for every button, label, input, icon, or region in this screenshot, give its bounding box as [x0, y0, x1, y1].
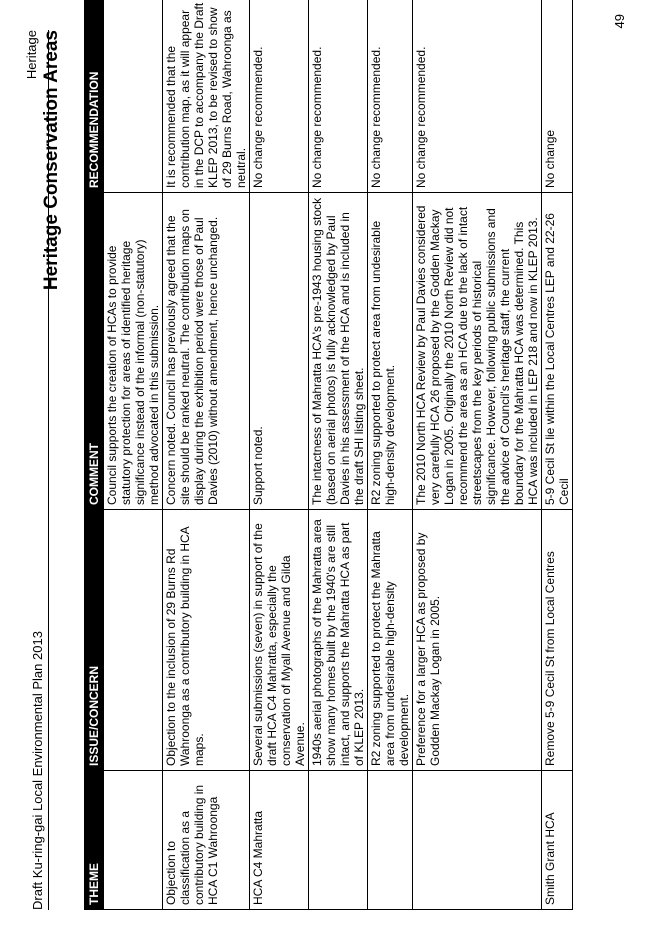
cell-theme [413, 771, 542, 910]
cell-comment: Council supports the creation of HCAs to provide statutory protection for areas of identified heritage significance instead of the informal (non-statutory) method advocated in this submission. [104, 193, 163, 510]
cell-recommendation: No change recommended. [413, 0, 542, 193]
cell-recommendation: No change [542, 0, 573, 193]
table-row [104, 0, 163, 910]
cell-issue: R2 zoning supported to protect the Mahratta area from undesirable high-density development. [368, 510, 413, 771]
table-header-row [85, 0, 104, 910]
cell-comment: 5-9 Cecil St lie within the Local Centres LEP and 22-26 Cecil [542, 193, 573, 510]
section-label: Heritage [24, 30, 39, 80]
cell-recommendation: No change recommended. [250, 0, 309, 193]
table-row [163, 0, 250, 910]
cell-theme: Smith Grant HCA [542, 771, 573, 910]
cell-theme: Objection to classification as a contributory building in HCA C1 Wahroonga [163, 771, 250, 910]
col-header-theme: THEME [85, 771, 104, 910]
page-number: 49 [612, 14, 627, 29]
cell-recommendation [104, 0, 163, 193]
cell-theme: HCA C4 Mahratta [250, 771, 309, 910]
col-header-recommendation: RECOMMENDATION [85, 0, 104, 193]
table-row [309, 0, 368, 910]
table-row [368, 0, 413, 910]
header-right [24, 30, 63, 290]
header-rule [48, 30, 49, 910]
table-row [413, 0, 542, 910]
cell-comment: The 2010 North HCA Review by Paul Davies considered very carefully HCA 26 proposed by the Godden Mackay Logan in 2005. Originally the 2010 North Review did not recommend the area as an HCA due to the lack of intact streetscapes from the key periods of historical significance. However, following public submissions and the advice of Council's heritage staff, the current boundary for the Mahratta HCA was determined. This HCA was included in LEP 218 and now in KLEP 2013. [413, 193, 542, 510]
cell-theme [104, 771, 163, 910]
cell-issue: 1940s aerial photographs of the Mahratta area show many homes built by the 1940's are still intact, and supports the Mahratta HCA as part of KLEP 2013. [309, 510, 368, 771]
submissions-table [84, 0, 573, 910]
cell-recommendation: No change recommended. [309, 0, 368, 193]
col-header-issue: ISSUE/CONCERN [85, 510, 104, 771]
cell-recommendation: No change recommended. [368, 0, 413, 193]
cell-recommendation: It is recommended that the contribution map, as it will appear in the DCP to accompany the Draft KLEP 2013, to be revised to show of 29 Burns Road, Wahroonga as neutral. [163, 0, 250, 193]
cell-issue: Preference for a larger HCA as proposed by Godden Mackay Logan in 2005. [413, 510, 542, 771]
cell-issue [104, 510, 163, 771]
page-title: Heritage Conservation Areas [41, 30, 62, 291]
cell-comment: R2 zoning supported to protect area from undesirable high-density development. [368, 193, 413, 510]
cell-issue: Objection to the inclusion of 29 Burns Rd Wahroonga as a contributory building in HCA maps. [163, 510, 250, 771]
cell-theme [309, 771, 368, 910]
table-row [250, 0, 309, 910]
cell-comment: Support noted. [250, 193, 309, 510]
cell-issue: Remove 5-9 Cecil St from Local Centres [542, 510, 573, 771]
cell-comment: The intactness of Mahratta HCA's pre-1943 housing stock (based on aerial photos) is fully acknowledged by Paul Davies in his assessment of the HCA and is included in the draft SHI listing sheet. [309, 193, 368, 510]
cell-theme [368, 771, 413, 910]
cell-issue: Several submissions (seven) in support of the draft HCA C4 Mahratta, especially the conservation of Myall Avenue and Gilda Avenue. [250, 510, 309, 771]
plan-title: Draft Ku-ring-gai Local Environmental Plan 2013 [30, 631, 45, 910]
table-row [542, 0, 573, 910]
col-header-comment: COMMENT [85, 193, 104, 510]
cell-comment: Concern noted. Council has previously agreed that the site should be ranked neutral. The contribution maps on display during the exhibition period were those of Paul Davies (2010) without amendment, hence unchanged. [163, 193, 250, 510]
